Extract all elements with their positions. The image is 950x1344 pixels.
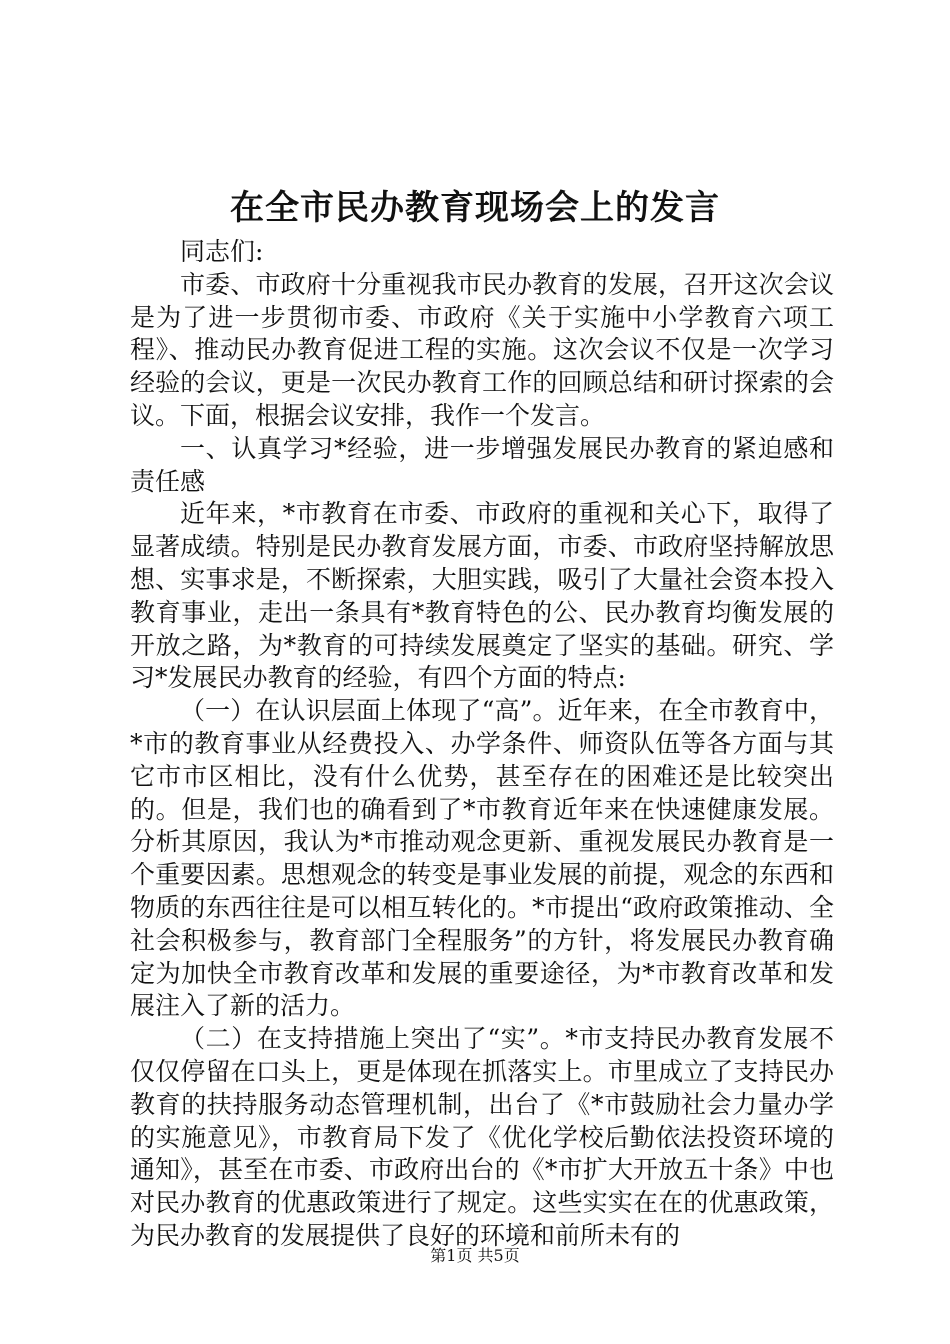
document-body	[130, 236, 834, 1253]
document-title: 在全市民办教育现场会上的发言	[230, 188, 720, 228]
paragraph-intro: 市委、市政府十分重视我市民办教育的发展，召开这次会议是为了进一步贯彻市委、市政府《关于实施中小学教育六项工程》、推动民办教育促进工程的实施。这次会议不仅是一次学习经验的会议，更是一次民办教育工作的回顾总结和研讨探索的会议。下面，根据会议安排，我作一个发言。	[130, 269, 834, 430]
salutation: 同志们:	[180, 237, 264, 266]
page-footer: 第1页 共5页	[430, 1246, 520, 1265]
paragraph-point-1: （一）在认识层面上体现了“高”。近年来，在全市教育中，*市的教育事业从经费投入、办学条件、师资队伍等各方面与其它市市区相比，没有什么优势，甚至存在的困难还是比较突出的。但是，我们也的确看到了*市教育近年来在快速健康发展。分析其原因，我认为*市推动观念更新、重视发展民办教育是一个重要因素。思想观念的转变是事业发展的前提，观念的东西和物质的东西往往是可以相互转化的。*市提出“政府政策推动、全社会积极参与，教育部门全程服务”的方针，将发展民办教育确定为加快全市教育改革和发展的重要途径，为*市教育改革和发展注入了新的活力。	[130, 696, 834, 1021]
section-heading-1: 一、认真学习*经验，进一步增强发展民办教育的紧迫感和责任感	[130, 433, 834, 496]
paragraph-point-2: （二）在支持措施上突出了“实”。*市支持民办教育发展不仅仅停留在口头上，更是体现在抓落实上。市里成立了支持民办教育的扶持服务动态管理机制，出台了《*市鼓励社会力量办学的实施意见》，市教育局下发了《优化学校后勤依法投资环境的通知》，甚至在市委、市政府出台的《*市扩大开放五十条》中也对民办教育的优惠政策进行了规定。这些实实在在的优惠政策，为民办教育的发展提供了良好的环境和前所未有的	[130, 1024, 834, 1250]
paragraph-achievements: 近年来，*市教育在市委、市政府的重视和关心下，取得了显著成绩。特别是民办教育发展方面，市委、市政府坚持解放思想、实事求是，不断探索，大胆实践，吸引了大量社会资本投入教育事业，走出一条具有*教育特色的公、民办教育均衡发展的开放之路，为*教育的可持续发展奠定了坚实的基础。研究、学习*发展民办教育的经验，有四个方面的特点:	[130, 499, 834, 693]
